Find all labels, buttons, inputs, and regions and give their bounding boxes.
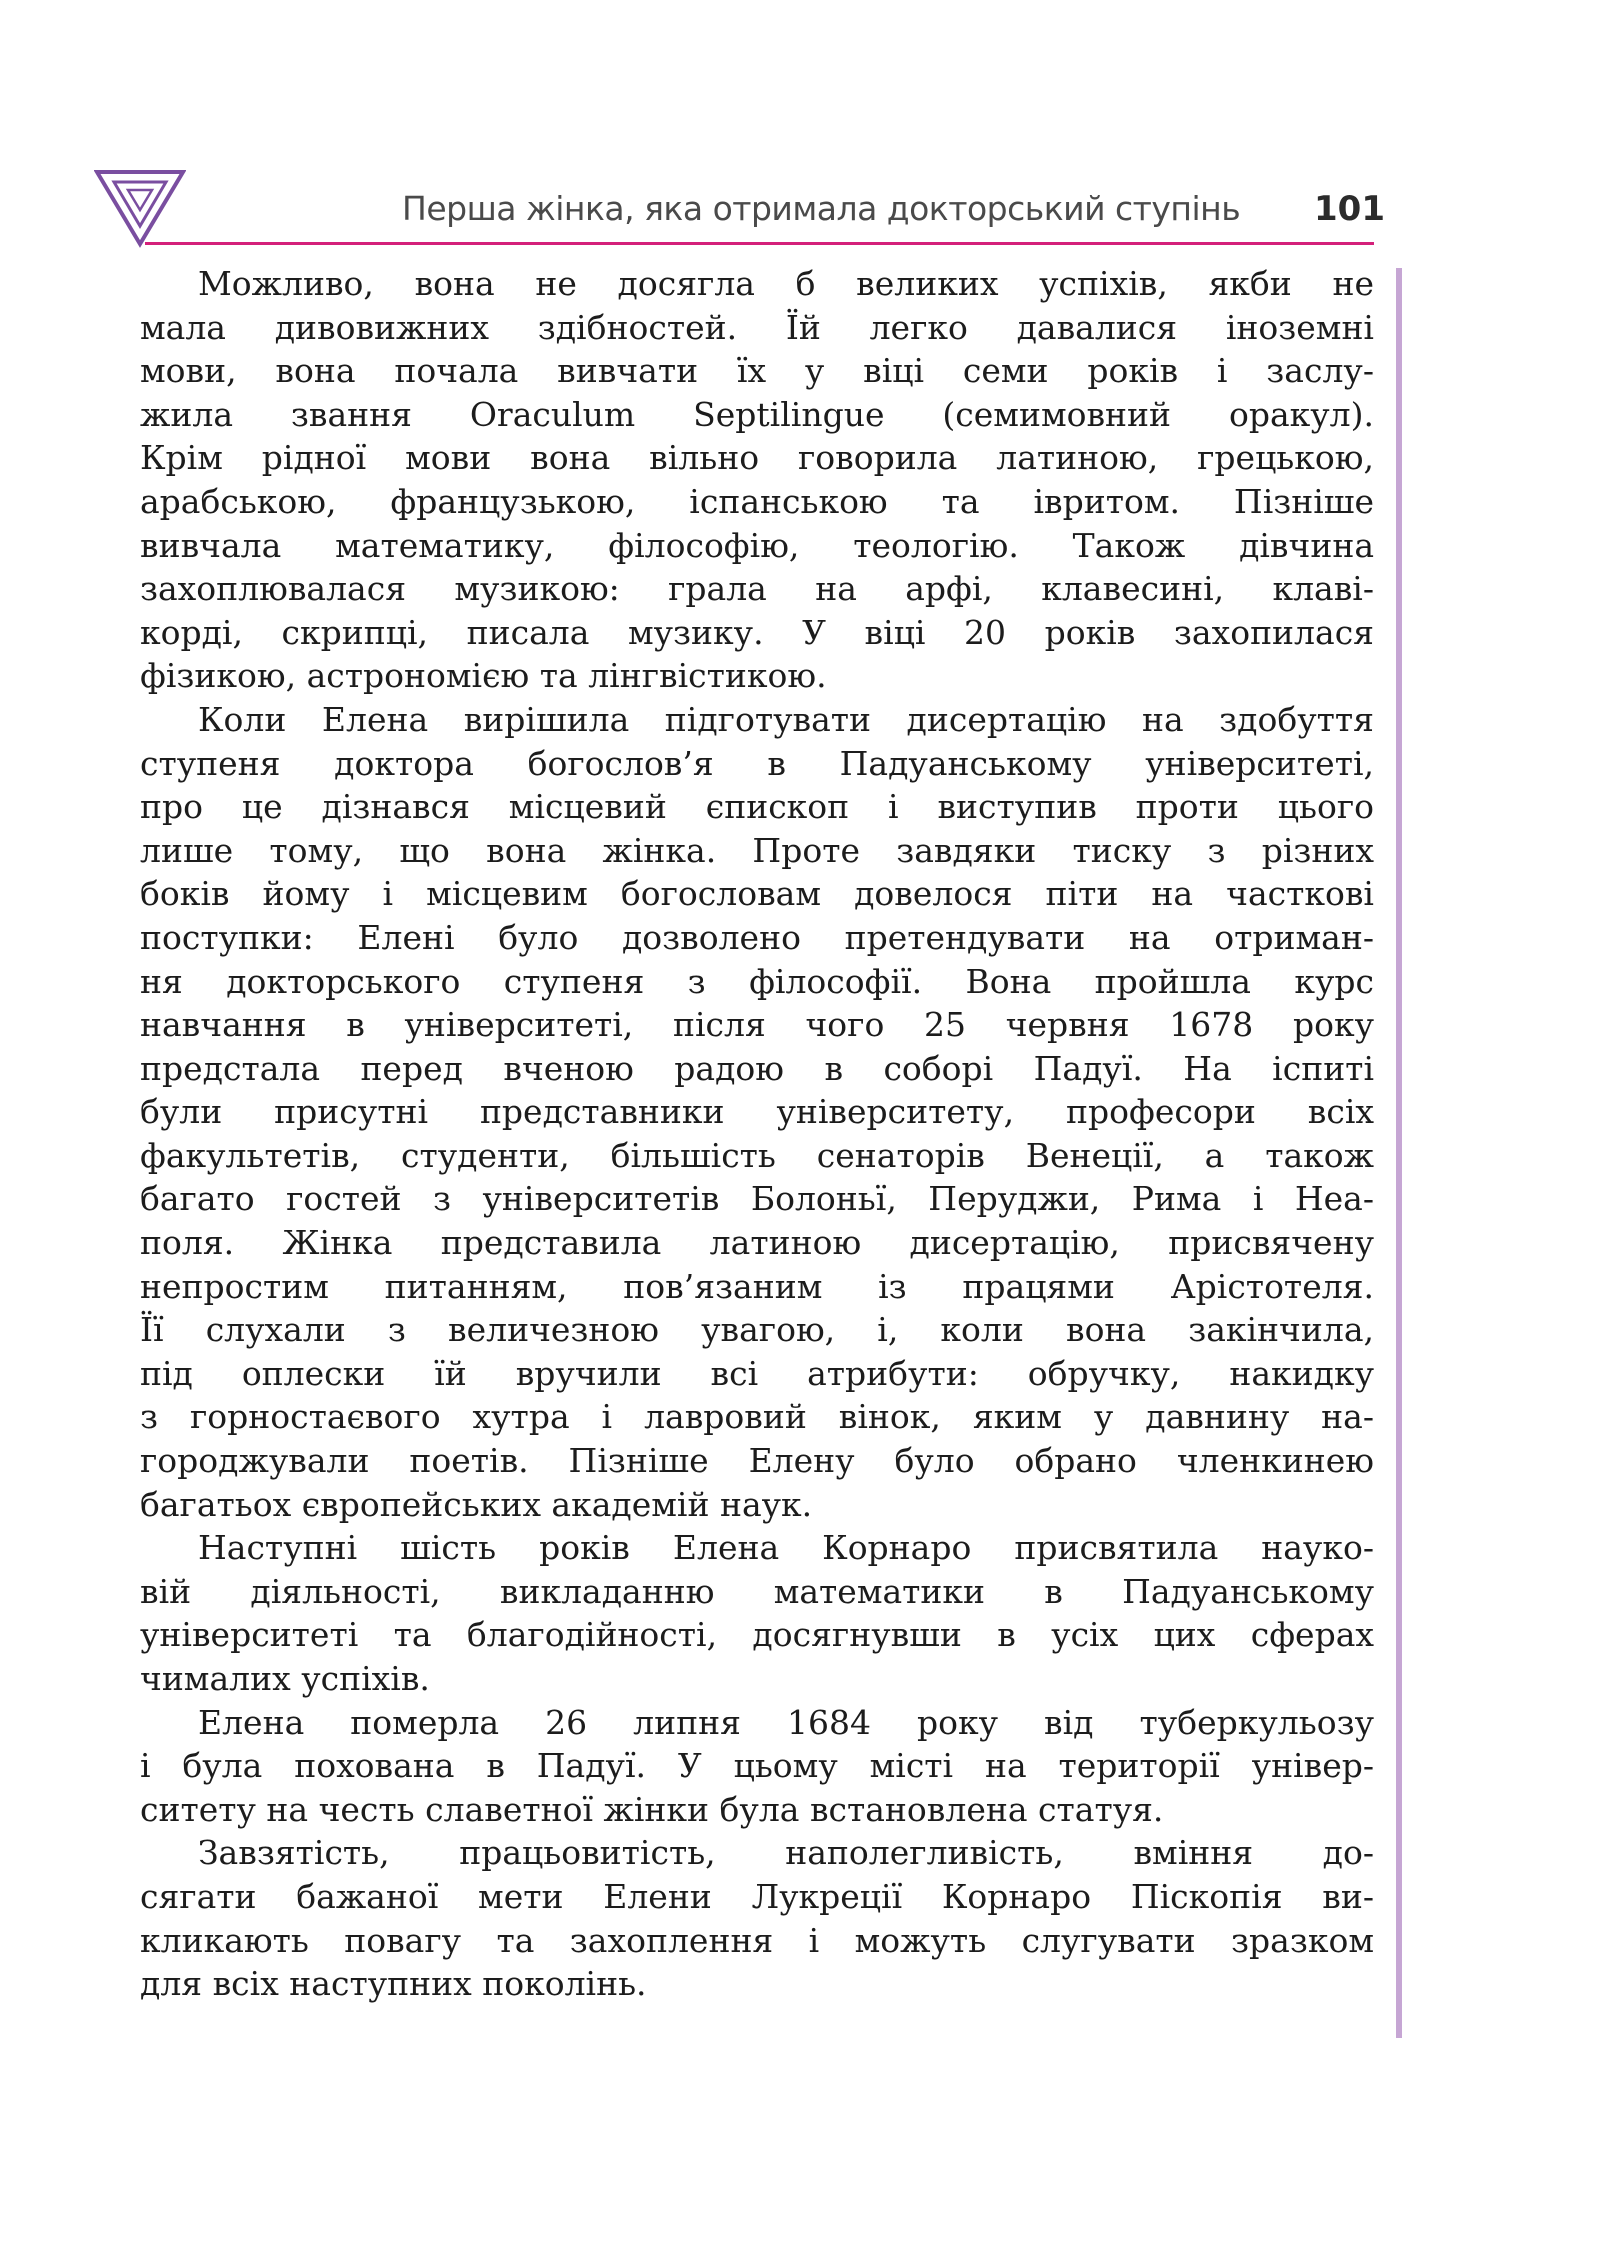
- text-line: вій діяльності, викладанню математики в Падуанському: [140, 1571, 1374, 1611]
- text-line: багатьох європейських академій наук.: [140, 1484, 813, 1524]
- text-line: Можливо, вона не досягла б великих успіхів, якби не: [198, 264, 1374, 303]
- text-line: Наступні шість років Елена Корнаро присвятила науко-: [198, 1528, 1374, 1568]
- text-line: Її слухали з величезною увагою, і, коли вона закінчила,: [140, 1310, 1374, 1350]
- text-line: боків йому і місцевим богословам довелося піти на часткові: [140, 874, 1374, 914]
- paragraph: [140, 1701, 1374, 1832]
- text-line: непростим питанням, пов’язаним із працями Арістотеля.: [140, 1266, 1374, 1306]
- text-line: для всіх наступних поколінь.: [140, 1964, 647, 2004]
- text-line: поступки: Елені було дозволено претендувати на отриман-: [140, 917, 1374, 957]
- text-line: факультетів, студенти, більшість сенаторів Венеції, а також: [140, 1135, 1374, 1175]
- text-line: фізикою, астрономією та лінгвістикою.: [140, 656, 827, 696]
- text-line: предстала перед вченою радою в соборі Падуї. На іспиті: [140, 1048, 1374, 1088]
- text-line: університеті та благодійності, досягнувши в усіх цих сферах: [140, 1615, 1374, 1655]
- paragraph: [140, 1526, 1374, 1700]
- text-line: ступеня доктора богослов’я в Падуанському університеті,: [140, 743, 1374, 783]
- text-line: Завзятість, працьовитість, наполегливість, вміння до-: [198, 1833, 1374, 1873]
- text-line: поля. Жінка представила латиною дисертацію, присвячену: [140, 1223, 1374, 1263]
- text-line: жила звання Oraculum Septilingue (семимовний оракул).: [140, 394, 1374, 434]
- text-line: з горностаєвого хутра і лавровий вінок, яким у давнину на-: [140, 1397, 1374, 1437]
- text-line: багато гостей з університетів Болоньї, Перуджи, Рима і Неа-: [140, 1179, 1374, 1219]
- text-line: корді, скрипці, писала музику. У віці 20 років захопилася: [140, 612, 1374, 652]
- page-number: 101: [1314, 189, 1385, 229]
- text-line: і була похована в Падуї. У цьому місті на території універ-: [140, 1746, 1374, 1786]
- text-line: ситету на честь славетної жінки була встановлена статуя.: [140, 1789, 1164, 1829]
- text-line: Коли Елена вирішила підготувати дисертацію на здобуття: [198, 699, 1374, 739]
- triangle-logo-icon: [94, 168, 186, 248]
- text-line: Крім рідної мови вона вільно говорила латиною, грецькою,: [140, 438, 1374, 478]
- text-line: арабською, французькою, іспанською та івритом. Пізніше: [140, 481, 1374, 521]
- paragraph: [140, 1831, 1374, 2005]
- text-line: кликають повагу та захоплення і можуть слугувати зразком: [140, 1920, 1374, 1960]
- paragraph: [140, 262, 1374, 698]
- text-line: сягати бажаної мети Елени Лукреції Корнаро Піскопія ви-: [140, 1876, 1374, 1916]
- text-line: були присутні представники університету, професори всіх: [140, 1092, 1374, 1132]
- text-line: Елена померла 26 липня 1684 року від туберкульозу: [198, 1702, 1374, 1742]
- text-line: ня докторського ступеня з філософії. Вона пройшла курс: [140, 961, 1374, 1001]
- text-line: під оплески їй вручили всі атрибути: обручку, накидку: [140, 1353, 1374, 1393]
- text-line: чималих успіхів.: [140, 1659, 430, 1698]
- text-line: лише тому, що вона жінка. Проте завдяки тиску з різних: [140, 830, 1374, 870]
- paragraph: [140, 698, 1374, 1526]
- text-line: мала дивовижних здібностей. Їй легко давалися іноземні: [140, 307, 1374, 347]
- body-text: [140, 262, 1374, 2006]
- text-line: про це дізнався місцевий єпископ і виступив проти цього: [140, 787, 1374, 827]
- text-line: мови, вона почала вивчати їх у віці семи років і заслу-: [140, 351, 1374, 391]
- text-line: вивчала математику, філософію, теологію. Також дівчина: [140, 525, 1374, 565]
- side-accent-bar: [1396, 268, 1402, 2038]
- running-title: Перша жінка, яка отримала докторський ступінь: [402, 189, 1241, 228]
- header-divider: [145, 242, 1374, 245]
- text-line: захоплювалася музикою: грала на арфі, клавесині, клаві-: [140, 569, 1374, 609]
- text-line: навчання в університеті, після чого 25 червня 1678 року: [140, 1005, 1374, 1045]
- text-line: городжували поетів. Пізніше Елену було обрано членкинею: [140, 1441, 1374, 1481]
